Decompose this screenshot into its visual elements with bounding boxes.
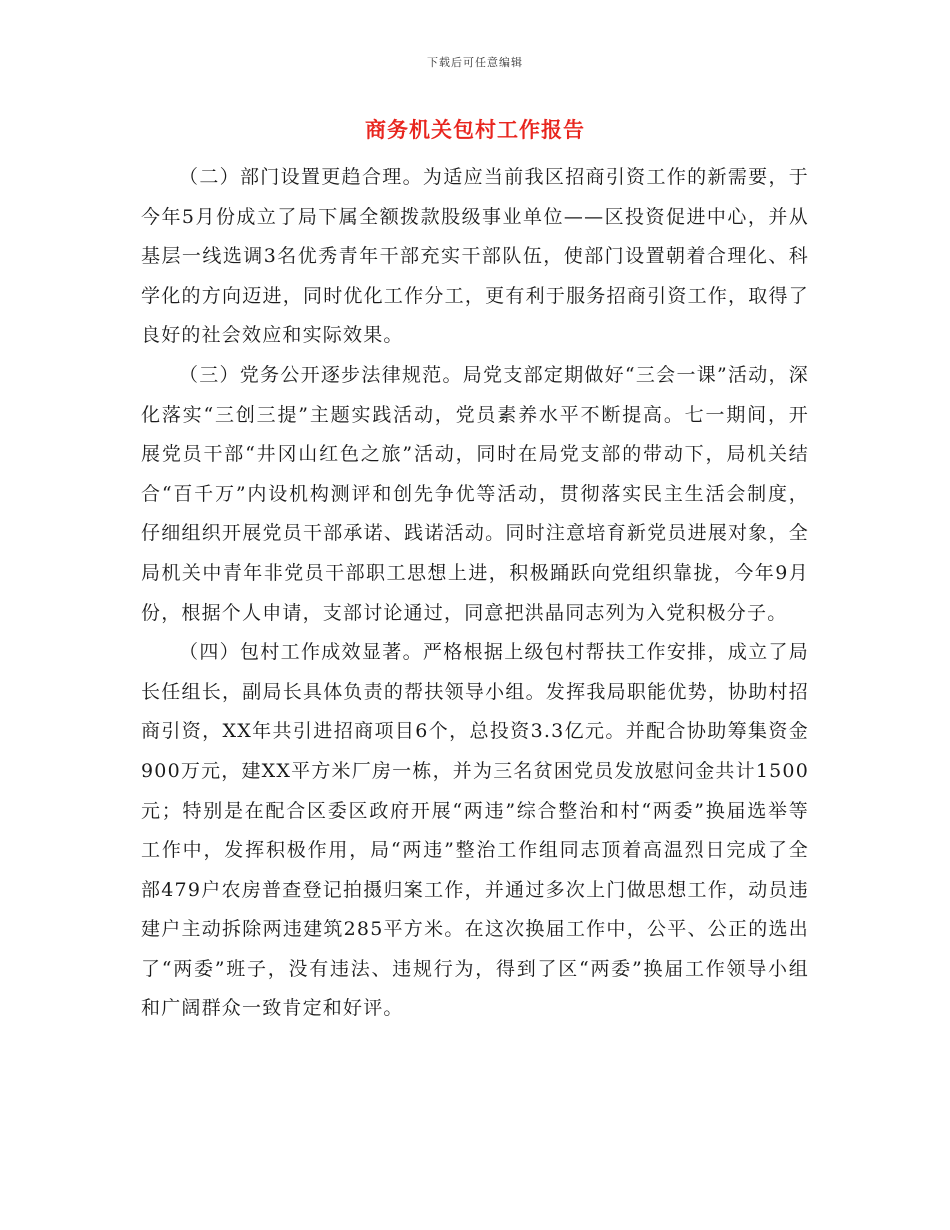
document-title: 商务机关包村工作报告 (365, 117, 585, 142)
paragraph-village-work: （四）包村工作成效显著。严格根据上级包村帮扶工作安排，成立了局长任组长，副局长具体负责的帮扶领导小组。发挥我局职能优势，协助村招商引资，XX年共引进招商项目6个，总投资3.3亿元。并配合协助筹集资金900万元，建XX平方米厂房一栋，并为三名贫困党员发放慰问金共计1500元；特别是在配合区委区政府开展“两违”综合整治和村“两委”换届选举等工作中，发挥积极作用，局“两违”整治工作组同志顶着高温烈日完成了全部479户农房普查登记拍摄归案工作，并通过多次上门做思想工作，动员违建户主动拆除两违建筑285平方米。在这次换届工作中，公平、公正的选出了“两委”班子，没有违法、违规行为，得到了区“两委”换届工作领导小组和广阔群众一致肯定和好评。 (141, 641, 809, 1020)
paragraph-department-setup: （二）部门设置更趋合理。为适应当前我区招商引资工作的新需要，于今年5月份成立了局下属全额拨款股级事业单位——区投资促进中心，并从基层一线选调3名优秀青年干部充实干部队伍，使部门设置朝着合理化、科学化的方向迈进，同时优化工作分工，更有利于服务招商引资工作，取得了良好的社会效应和实际效果。 (141, 166, 809, 347)
page-header-note: 下载后可任意编辑 (427, 56, 523, 69)
paragraph-party-affairs: （三）党务公开逐步法律规范。局党支部定期做好“三会一课”活动，深化落实“三创三提”主题实践活动，党员素养水平不断提高。七一期间，开展党员干部“井冈山红色之旅”活动，同时在局党支部的带动下，局机关结合“百千万”内设机构测评和创先争优等活动，贯彻落实民主生活会制度，仔细组织开展党员干部承诺、践诺活动。同时注意培育新党员进展对象，全局机关中青年非党员干部职工思想上进，积极踊跃向党组织靠拢，今年9月份，根据个人申请，支部讨论通过，同意把洪晶同志列为入党积极分子。 (141, 363, 809, 624)
document-body (141, 158, 809, 1029)
